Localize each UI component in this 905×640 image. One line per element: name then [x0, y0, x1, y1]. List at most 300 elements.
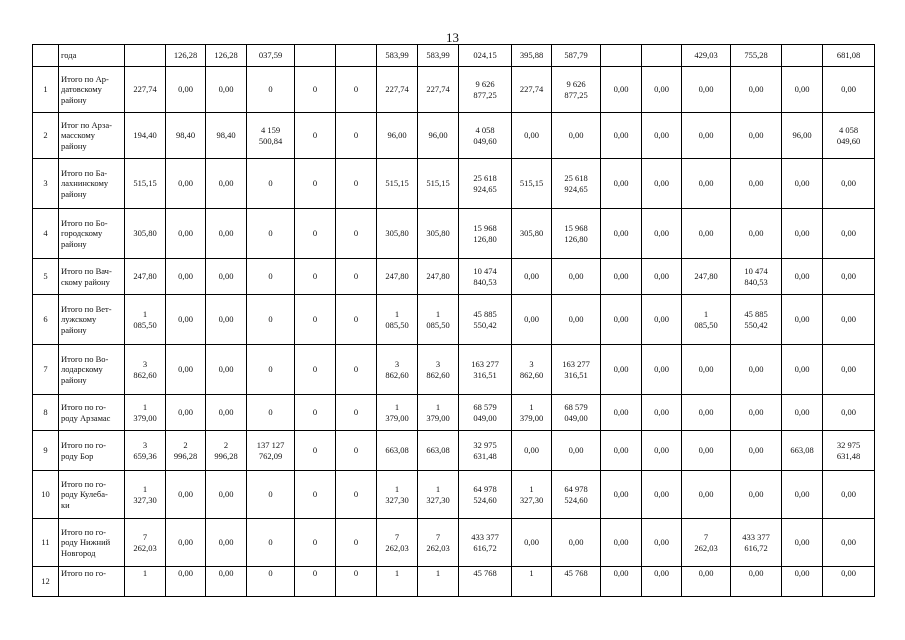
- cell-line: 7: [703, 532, 709, 542]
- cell-line: 0: [312, 271, 318, 282]
- cell-line: 0,00: [794, 489, 810, 500]
- cell-line: 96,00: [792, 130, 812, 141]
- row-number-cell: 7: [33, 345, 59, 395]
- value-cell: [336, 471, 377, 519]
- cell-line: 755,28: [744, 50, 768, 61]
- value-cell: [166, 345, 206, 395]
- value-cell: [125, 45, 166, 67]
- row-number-cell: 3: [33, 159, 59, 209]
- cell-line: 25 618: [564, 173, 588, 183]
- value-cell: [418, 471, 459, 519]
- cell-line: 0,00: [794, 84, 810, 95]
- value-cell: [206, 431, 247, 471]
- cell-line: 1: [529, 484, 534, 494]
- cell-line: городскому: [61, 228, 103, 239]
- cell-line: 1: [435, 568, 441, 578]
- cell-line: 0: [353, 407, 359, 418]
- cell-line: 0,00: [698, 364, 714, 375]
- cell-line: 305,80: [385, 228, 409, 239]
- value-cell: [552, 113, 601, 159]
- cell-line: 0,00: [841, 271, 856, 282]
- cell-line: 68 579: [473, 402, 497, 412]
- table-row: [33, 519, 875, 567]
- cell-line: 037,59: [258, 50, 283, 61]
- cell-line: 2: [183, 440, 188, 450]
- cell-line: 227,74: [385, 84, 409, 95]
- value-cell: [459, 67, 512, 113]
- table-row: [33, 113, 875, 159]
- value-cell: [731, 395, 782, 431]
- value-cell: [682, 259, 731, 295]
- row-number-cell: 6: [33, 295, 59, 345]
- cell-line: 327,30: [133, 494, 157, 505]
- cell-line: 9 626: [475, 79, 495, 89]
- value-cell: [459, 209, 512, 259]
- cell-line: Итого по го-: [61, 478, 106, 489]
- cell-line: 0,00: [178, 178, 193, 189]
- value-cell: [336, 431, 377, 471]
- cell-line: 98,40: [216, 130, 236, 141]
- cell-line: 515,15: [133, 178, 157, 189]
- value-cell: [377, 45, 418, 67]
- cell-line: лахнинскому: [61, 178, 109, 189]
- value-cell: [295, 259, 336, 295]
- cell-line: 126,28: [214, 50, 238, 61]
- cell-line: 7: [142, 532, 148, 542]
- cell-line: 085,50: [385, 319, 409, 330]
- cell-line: 0: [353, 314, 359, 325]
- cell-line: 327,30: [385, 494, 409, 505]
- district-name-cell: [59, 113, 125, 159]
- value-cell: [418, 113, 459, 159]
- cell-line: 262,03: [426, 542, 450, 553]
- value-cell: [782, 67, 823, 113]
- cell-line: 049,60: [473, 135, 497, 146]
- table-row: [33, 471, 875, 519]
- value-cell: [206, 295, 247, 345]
- value-cell: [601, 395, 642, 431]
- value-cell: [377, 259, 418, 295]
- cell-line: 0,00: [178, 489, 193, 500]
- cell-line: 163 277: [471, 359, 499, 369]
- cell-line: 429,03: [694, 50, 718, 61]
- value-cell: [823, 345, 875, 395]
- value-cell: [552, 395, 601, 431]
- cell-line: 262,03: [385, 542, 409, 553]
- cell-line: 0: [353, 130, 359, 141]
- cell-line: 68 579: [564, 402, 588, 412]
- cell-line: 0: [268, 489, 273, 500]
- cell-line: 0,00: [794, 228, 810, 239]
- value-cell: [682, 567, 731, 597]
- cell-line: 0: [353, 568, 359, 578]
- value-cell: [125, 295, 166, 345]
- value-cell: [247, 45, 295, 67]
- value-cell: [823, 471, 875, 519]
- value-cell: [552, 259, 601, 295]
- value-cell: [601, 45, 642, 67]
- cell-line: 085,50: [133, 319, 157, 330]
- row-number-cell: 1: [33, 67, 59, 113]
- table-row: [33, 67, 875, 113]
- district-name-cell: [59, 519, 125, 567]
- cell-line: 0,00: [613, 84, 629, 95]
- cell-line: 0: [268, 364, 273, 375]
- cell-line: району: [61, 324, 87, 335]
- cell-line: 7: [394, 532, 400, 542]
- value-cell: [247, 67, 295, 113]
- value-cell: [552, 209, 601, 259]
- value-cell: [823, 295, 875, 345]
- value-cell: [552, 295, 601, 345]
- cell-line: 0,00: [654, 130, 669, 141]
- cell-line: 0: [268, 537, 273, 548]
- value-cell: [377, 395, 418, 431]
- value-cell: [125, 567, 166, 597]
- cell-line: 085,50: [426, 319, 450, 330]
- cell-line: 3: [142, 440, 148, 450]
- cell-line: 1: [394, 484, 400, 494]
- value-cell: [125, 519, 166, 567]
- value-cell: [823, 159, 875, 209]
- cell-line: 583,99: [426, 50, 450, 61]
- value-cell: [731, 471, 782, 519]
- cell-line: 0,00: [524, 130, 539, 141]
- value-cell: [642, 295, 682, 345]
- cell-line: Итог по Арза-: [61, 119, 112, 130]
- district-name-cell: [59, 295, 125, 345]
- value-cell: [295, 209, 336, 259]
- cell-line: 0: [312, 364, 318, 375]
- cell-line: 15 968: [564, 223, 588, 233]
- cell-line: Итого по го-: [61, 402, 106, 412]
- cell-line: 305,80: [133, 228, 157, 239]
- cell-line: району: [61, 94, 87, 105]
- value-cell: [642, 113, 682, 159]
- cell-line: года: [61, 50, 77, 61]
- value-cell: [377, 519, 418, 567]
- cell-line: 0,00: [178, 314, 193, 325]
- value-cell: [512, 519, 552, 567]
- value-cell: [731, 209, 782, 259]
- cell-line: 840,53: [473, 276, 497, 287]
- value-cell: [823, 67, 875, 113]
- cell-line: 327,30: [426, 494, 450, 505]
- cell-line: масскому: [61, 130, 96, 141]
- cell-line: 64 978: [564, 484, 588, 494]
- cell-line: 0,00: [698, 445, 714, 456]
- value-cell: [336, 345, 377, 395]
- value-cell: [642, 519, 682, 567]
- cell-line: 433 377: [742, 532, 770, 542]
- cell-line: 0,00: [654, 271, 669, 282]
- value-cell: [336, 295, 377, 345]
- cell-line: 0,00: [841, 407, 856, 418]
- value-cell: [418, 45, 459, 67]
- value-cell: [459, 159, 512, 209]
- value-cell: [823, 113, 875, 159]
- value-cell: [459, 113, 512, 159]
- value-cell: [206, 567, 247, 597]
- value-cell: [377, 159, 418, 209]
- cell-line: 0: [353, 445, 359, 456]
- value-cell: [166, 113, 206, 159]
- cell-line: 3: [435, 359, 441, 369]
- table-row: [33, 431, 875, 471]
- cell-line: 45 885: [473, 309, 497, 319]
- cell-line: 515,15: [385, 178, 409, 189]
- cell-line: 0,00: [794, 364, 810, 375]
- value-cell: [782, 45, 823, 67]
- value-cell: [206, 113, 247, 159]
- cell-line: 0,00: [178, 364, 193, 375]
- cell-line: 0,00: [524, 314, 539, 325]
- value-cell: [377, 345, 418, 395]
- cell-line: 0,00: [748, 445, 764, 456]
- cell-line: 0,00: [568, 130, 584, 141]
- value-cell: [125, 67, 166, 113]
- cell-line: 227,74: [133, 84, 157, 95]
- cell-line: 0,00: [613, 228, 629, 239]
- value-cell: [336, 395, 377, 431]
- row-number-cell: 8: [33, 395, 59, 431]
- cell-line: 0: [268, 568, 273, 578]
- value-cell: [418, 259, 459, 295]
- cell-line: 327,30: [519, 494, 544, 505]
- cell-line: 0,00: [841, 84, 856, 95]
- cell-line: 0,00: [218, 84, 234, 95]
- value-cell: [247, 431, 295, 471]
- value-cell: [642, 567, 682, 597]
- cell-line: району: [61, 140, 87, 151]
- cell-line: 194,40: [133, 130, 157, 141]
- cell-line: 9 626: [566, 79, 586, 89]
- cell-line: роду Кулеба-: [61, 489, 108, 500]
- value-cell: [125, 259, 166, 295]
- cell-line: 126,80: [564, 233, 588, 244]
- cell-line: 0: [353, 489, 359, 500]
- cell-line: 126,80: [473, 233, 497, 244]
- cell-line: лодарскому: [61, 364, 103, 375]
- row-number-cell: 10: [33, 471, 59, 519]
- district-name-cell: [59, 345, 125, 395]
- value-cell: [206, 259, 247, 295]
- cell-line: 0,00: [748, 489, 764, 500]
- cell-line: 0,00: [178, 228, 193, 239]
- cell-line: 862,60: [426, 369, 450, 380]
- cell-line: Итого по Ба-: [61, 167, 108, 178]
- cell-line: 1: [703, 309, 709, 319]
- cell-line: 0,00: [794, 314, 810, 325]
- cell-line: 0,00: [654, 228, 669, 239]
- cell-line: 0,00: [218, 364, 234, 375]
- value-cell: [295, 113, 336, 159]
- cell-line: 0,00: [218, 537, 234, 548]
- value-cell: [731, 567, 782, 597]
- cell-line: 3: [142, 359, 148, 369]
- cell-line: 0,00: [654, 568, 669, 578]
- value-cell: [552, 345, 601, 395]
- value-cell: [125, 431, 166, 471]
- cell-line: 15 968: [473, 223, 497, 233]
- cell-line: 163 277: [562, 359, 590, 369]
- cell-line: 0: [353, 84, 359, 95]
- cell-line: 0: [268, 178, 273, 189]
- cell-line: 0,00: [613, 178, 629, 189]
- cell-line: 515,15: [519, 178, 544, 189]
- cell-line: 524,60: [473, 494, 497, 505]
- district-name-cell: [59, 431, 125, 471]
- value-cell: [125, 159, 166, 209]
- value-cell: [459, 295, 512, 345]
- value-cell: [731, 345, 782, 395]
- value-cell: [336, 159, 377, 209]
- cell-line: 0,00: [841, 228, 856, 239]
- cell-line: 0,00: [178, 84, 193, 95]
- value-cell: [731, 295, 782, 345]
- value-cell: [731, 159, 782, 209]
- value-cell: [336, 67, 377, 113]
- cell-line: 433 377: [471, 532, 499, 542]
- district-name-cell: [59, 159, 125, 209]
- row-number-cell: 11: [33, 519, 59, 567]
- cell-line: 126,28: [173, 50, 198, 61]
- value-cell: [418, 295, 459, 345]
- cell-line: 663,08: [426, 445, 450, 456]
- value-cell: [512, 345, 552, 395]
- value-cell: [682, 159, 731, 209]
- cell-line: 587,79: [564, 50, 588, 61]
- cell-line: 0,00: [568, 445, 584, 456]
- cell-line: 1: [435, 309, 441, 319]
- cell-line: 305,80: [519, 228, 544, 239]
- value-cell: [512, 113, 552, 159]
- value-cell: [166, 259, 206, 295]
- value-cell: [336, 45, 377, 67]
- cell-line: 0: [312, 537, 318, 548]
- cell-line: 0,00: [218, 271, 234, 282]
- value-cell: [512, 259, 552, 295]
- cell-line: 0,00: [654, 489, 669, 500]
- cell-line: 1: [394, 309, 400, 319]
- cell-line: 379,00: [426, 412, 450, 423]
- value-cell: [782, 567, 823, 597]
- cell-line: 1: [142, 568, 148, 578]
- cell-line: 0,00: [218, 407, 234, 418]
- value-cell: [247, 159, 295, 209]
- cell-line: 0,00: [178, 407, 193, 418]
- cell-line: 0,00: [218, 314, 234, 325]
- cell-line: 0,00: [794, 568, 810, 578]
- value-cell: [206, 471, 247, 519]
- value-cell: [459, 519, 512, 567]
- cell-line: 4 058: [475, 125, 495, 135]
- table-row: [33, 567, 875, 597]
- cell-line: 25 618: [473, 173, 497, 183]
- cell-line: 4 058: [838, 125, 859, 135]
- cell-line: 0: [312, 130, 318, 141]
- table-row: [33, 45, 875, 67]
- cell-line: 0,00: [613, 314, 629, 325]
- value-cell: [295, 431, 336, 471]
- value-cell: [782, 519, 823, 567]
- cell-line: 0,00: [654, 537, 669, 548]
- cell-line: 877,25: [473, 89, 497, 100]
- cell-line: 0,00: [748, 568, 764, 578]
- cell-line: 515,15: [426, 178, 450, 189]
- value-cell: [552, 471, 601, 519]
- value-cell: [601, 209, 642, 259]
- cell-line: 0: [268, 84, 273, 95]
- cell-line: 0,00: [748, 178, 764, 189]
- value-cell: [418, 519, 459, 567]
- value-cell: [731, 519, 782, 567]
- cell-line: 0,00: [218, 178, 234, 189]
- district-name-cell: [59, 471, 125, 519]
- cell-line: 0,00: [698, 407, 714, 418]
- table-row: [33, 345, 875, 395]
- cell-line: 524,60: [564, 494, 588, 505]
- cell-line: 0,00: [218, 228, 234, 239]
- cell-line: ки: [61, 499, 70, 510]
- data-table: [32, 44, 875, 597]
- cell-line: 0: [353, 364, 359, 375]
- value-cell: [206, 519, 247, 567]
- cell-line: 0,00: [613, 130, 629, 141]
- value-cell: [731, 45, 782, 67]
- cell-line: 0,00: [613, 537, 629, 548]
- value-cell: [642, 345, 682, 395]
- value-cell: [552, 567, 601, 597]
- cell-line: 996,28: [214, 450, 238, 461]
- cell-line: 0: [312, 314, 318, 325]
- value-cell: [336, 113, 377, 159]
- cell-line: 2: [223, 440, 229, 450]
- cell-line: 681,08: [836, 50, 861, 61]
- value-cell: [295, 395, 336, 431]
- value-cell: [512, 471, 552, 519]
- cell-line: 659,36: [133, 450, 157, 461]
- cell-line: району: [61, 238, 87, 249]
- value-cell: [782, 259, 823, 295]
- cell-line: 45 768: [473, 568, 497, 578]
- cell-line: 379,00: [133, 412, 157, 423]
- cell-line: 227,74: [519, 84, 544, 95]
- cell-line: 631,48: [473, 450, 497, 461]
- value-cell: [782, 345, 823, 395]
- value-cell: [823, 45, 875, 67]
- cell-line: 0: [312, 228, 318, 239]
- cell-line: 0: [312, 178, 318, 189]
- cell-line: 1: [435, 484, 441, 494]
- cell-line: 0: [353, 271, 359, 282]
- cell-line: 0,00: [841, 178, 856, 189]
- value-cell: [682, 113, 731, 159]
- cell-line: 262,03: [133, 542, 157, 553]
- value-cell: [601, 159, 642, 209]
- cell-line: 0: [353, 537, 359, 548]
- value-cell: [459, 431, 512, 471]
- cell-line: скому району: [61, 276, 110, 287]
- cell-line: 0,00: [748, 130, 764, 141]
- cell-line: 0,00: [613, 271, 629, 282]
- value-cell: [336, 259, 377, 295]
- cell-line: 0,00: [748, 228, 764, 239]
- value-cell: [166, 45, 206, 67]
- value-cell: [295, 159, 336, 209]
- cell-line: 0: [268, 271, 273, 282]
- cell-line: 1: [394, 402, 400, 412]
